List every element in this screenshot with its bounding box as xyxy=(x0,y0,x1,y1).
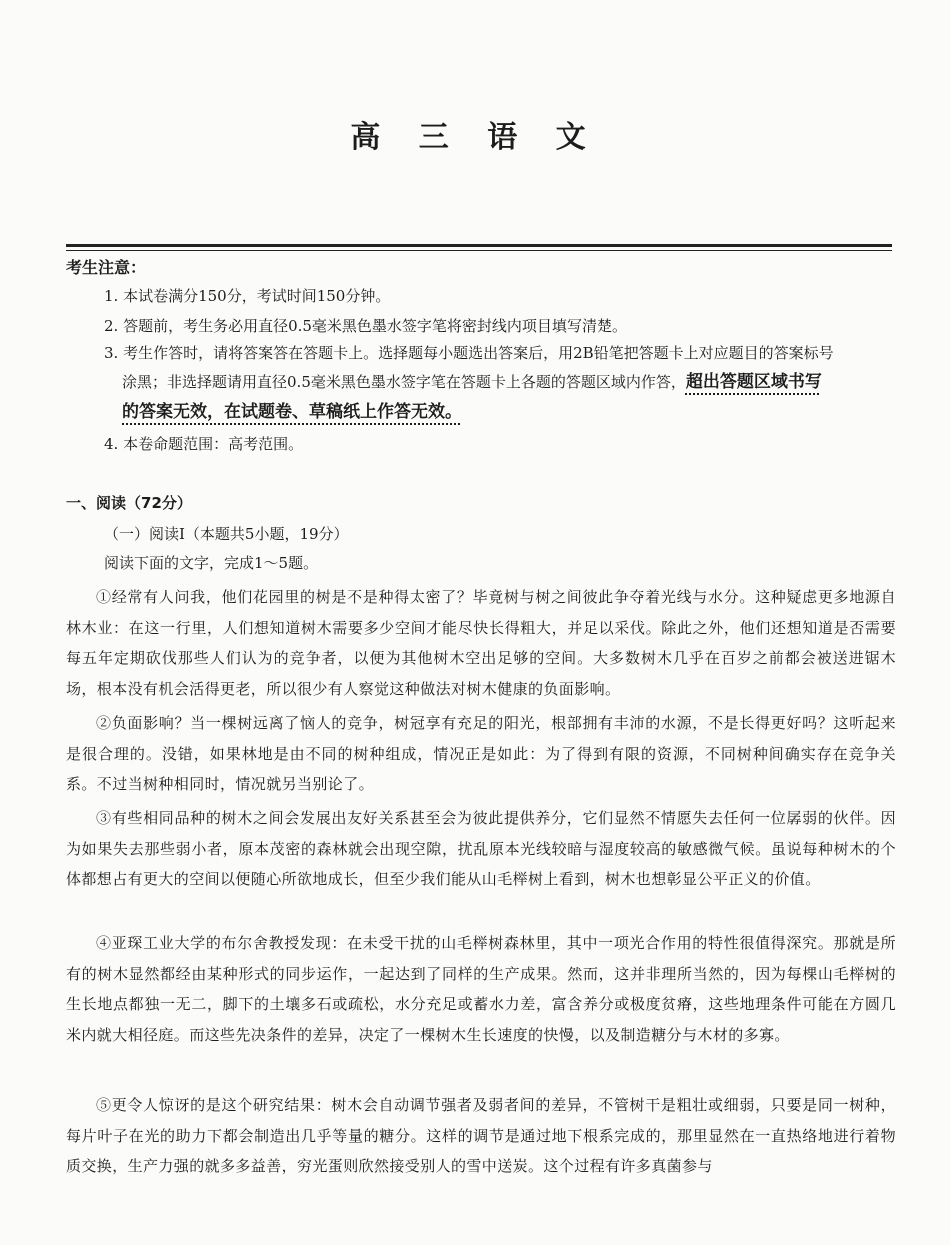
passage-paragraph-5: ⑤更令人惊讶的是这个研究结果：树木会自动调节强者及弱者间的差异，不管树干是粗壮或细弱，只要是同一树种，每片叶子在光的助力下都会制造出几乎等量的糖分。这样的调节是通过地下根系完成的，那里显然在一直热络地进行着物质交换，生产力强的就多多益善，穷光蛋则欣然接受别人的雪中送炭。这个过程有许多真菌参与 xyxy=(66,1096,896,1175)
notice-item-3-cont xyxy=(122,372,822,392)
notice-heading: 考生注意： xyxy=(66,258,147,277)
notice-item-4: 4. 本卷命题范围：高考范围。 xyxy=(104,435,304,453)
notice-item-3-emphasis: 超出答题区域书写 xyxy=(685,372,822,392)
sub-section-heading: （一）阅读Ⅰ（本题共5小题，19分） xyxy=(104,525,349,543)
header-divider xyxy=(66,244,892,247)
notice-item-1: 1. 本试卷满分150分，考试时间150分钟。 xyxy=(104,287,391,305)
passage-paragraph-3: ③有些相同品种的树木之间会发展出友好关系甚至会为彼此提供养分，它们显然不情愿失去任何一位孱弱的伙伴。因为如果失去那些弱小者，原本茂密的森林就会出现空隙，扰乱原本光线较暗与湿度较高的敏感微气候。虽说每种树木的个体都想占有更大的空间以便随心所欲地成长，但至少我们能从山毛榉树上看到，树木也想彰显公平正义的价值。 xyxy=(66,809,896,888)
notice-item-3: 3. 考生作答时，请将答案答在答题卡上。选择题每小题选出答案后，用2B铅笔把答题卡上对应题目的答案标号 xyxy=(104,344,834,362)
section-heading: 一、阅读（72分） xyxy=(66,494,192,512)
passage-paragraph-4: ④亚琛工业大学的布尔舍教授发现：在未受干扰的山毛榉树森林里，其中一项光合作用的特性很值得深究。那就是所有的树木显然都经由某种形式的同步运作，一起达到了同样的生产成果。然而，这并非理所当然的，因为每棵山毛榉树的生长地点都独一无二，脚下的土壤多石或疏松，水分充足或蓄水力差，富含养分或极度贫瘠，这些地理条件可能在方圆几米内就大相径庭。而这些先决条件的差异，决定了一棵树木生长速度的快慢，以及制造糖分与木材的多寡。 xyxy=(66,934,896,1044)
notice-item-2: 2. 答题前，考生务必用直径0.5毫米黑色墨水签字笔将密封线内项目填写清楚。 xyxy=(104,317,627,335)
header-divider-thin xyxy=(66,250,892,251)
page-title: 高 三 语 文 xyxy=(350,120,600,155)
passage-paragraph-1: ①经常有人问我，他们花园里的树是不是种得太密了？毕竟树与树之间彼此争夺着光线与水分。这种疑虑更多地源自林木业：在这一行里，人们想知道树木需要多少空间才能尽快长得粗大，并足以采伐。除此之外，他们还想知道是否需要每五年定期砍伐那些人们认为的竞争者，以便为其他树木空出足够的空间。大多数树木几乎在百岁之前都会被送进锯木场，根本没有机会活得更老，所以很少有人察觉这种做法对树木健康的负面影响。 xyxy=(66,588,896,698)
notice-item-3-emphasis-end: 的答案无效，在试题卷、草稿纸上作答无效。 xyxy=(122,402,462,422)
notice-item-3-text: 涂黑；非选择题请用直径0.5毫米黑色墨水签字笔在答题卡上各题的答题区域内作答， xyxy=(122,373,686,391)
passage-paragraph-2: ②负面影响？当一棵树远离了恼人的竞争，树冠享有充足的阳光，根部拥有丰沛的水源，不是长得更好吗？这听起来是很合理的。没错，如果林地是由不同的树种组成，情况正是如此：为了得到有限的资源，不同树种间确实存在竞争关系。不过当树种相同时，情况就另当别论了。 xyxy=(66,714,896,793)
reading-instruction: 阅读下面的文字，完成1～5题。 xyxy=(104,554,319,572)
